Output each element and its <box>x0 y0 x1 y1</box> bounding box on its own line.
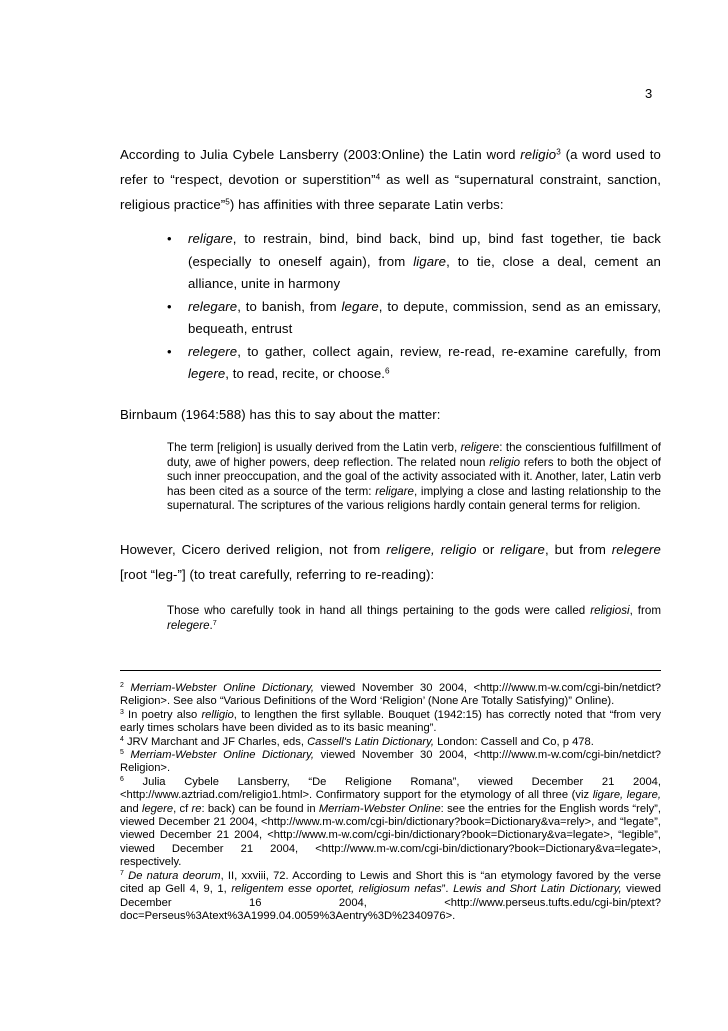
bullet-icon: • <box>167 298 172 314</box>
footnote-ref: 3 <box>556 147 561 157</box>
footnote-number: 7 <box>120 869 124 877</box>
text: : the conscientious fulfillment of duty, awe of higher powers, deep reflection. The related noun <box>167 441 662 469</box>
text: According to Julia Cybele Lansberry (2003:Online) the Latin word <box>120 147 521 162</box>
latin-term: ligare <box>413 253 447 269</box>
list-item <box>120 341 661 386</box>
text: Merriam-Webster Online Dictionary, <box>130 749 315 762</box>
block-quote <box>167 604 661 633</box>
text: religentem esse oportet, religiosum nefas <box>231 883 442 896</box>
footnote <box>120 749 661 776</box>
text: Julia Cybele Lansberry, “De Religione Romana”, viewed December 21 2004, <http://www.aztriad.com/religio1.html>. Confirmatory support for the etymology of all three (viz <box>120 775 661 802</box>
block-quote <box>167 441 661 514</box>
latin-term: legere <box>188 366 226 381</box>
text: (a word used to refer to “respect, devotion or superstition” <box>120 147 661 187</box>
text: [root “leg-”] (to treat carefully, referring to re-reading): <box>120 567 435 582</box>
text: London: Cassell and Co, p 478. <box>434 735 594 748</box>
latin-term: religio <box>489 455 521 469</box>
footnote <box>120 736 661 749</box>
latin-term: religare <box>188 231 233 246</box>
text: or <box>476 542 501 557</box>
list-item <box>120 228 661 296</box>
text: Merriam-Webster Online <box>318 802 441 815</box>
latin-term: legare <box>341 298 379 314</box>
text: , to depute, commission, send as an emissary, bequeath, entrust <box>188 298 661 336</box>
text: . <box>209 618 213 632</box>
text: re <box>191 802 202 815</box>
footnote <box>120 682 661 709</box>
text: viewed December 16 2004, <http://www.perseus.tufts.edu/cgi-bin/ptext?doc=Perseus%3Atext%3A1999.04.0059%3Aentry%3D%2340976>. <box>120 883 661 922</box>
text: : back) can be found in <box>201 802 319 815</box>
text: legere <box>141 802 174 815</box>
page-number: 3 <box>645 86 653 101</box>
footnote-number: 2 <box>120 682 124 690</box>
text: as well as “supernatural constraint, sanction, religious practice” <box>120 172 661 212</box>
text: , to tie, close a deal, cement an alliance, unite in harmony <box>188 253 661 291</box>
text: However, Cicero derived religion, not from <box>120 542 387 557</box>
latin-term: religiosi <box>590 604 630 617</box>
footnote-number: 4 <box>120 735 124 743</box>
footnote-ref: 7 <box>212 617 217 627</box>
text: , to read, recite, or choose. <box>225 366 386 381</box>
footnote <box>120 870 661 924</box>
text: ) has affinities with three separate Latin verbs: <box>229 197 504 212</box>
text: In poetry also <box>123 708 202 721</box>
text: Lewis and Short Latin Dictionary, <box>453 883 622 896</box>
paragraph-birnbaum: Birnbaum (1964:588) has this to say about the matter: <box>120 407 441 422</box>
text: : see the entries for the English words “rely”, viewed December 21 2004, <http://www.m-w.com/cgi-bin/dictionary?book=Dictionary&va=rely>, and “legate”, viewed December 21 2004, <http://www.m-w.com/cgi-bin/dictionary?book=Dictionary&va=legate>, “legible”, viewed December 21 2004, <http://www.m-w.com/cgi-bin/dictionary?book=Dictionary&va=legate>, respectively. <box>120 802 662 869</box>
text: Cassell's Latin Dictionary, <box>307 735 434 748</box>
text: De natura deorum <box>128 869 221 882</box>
footnote-number: 3 <box>120 709 124 716</box>
text: , cf <box>173 802 192 815</box>
text: refers to both the object of such inner preoccupation, and the goal of the activity associated with it. Another, later, Latin verb has been cited as a source of the term: <box>167 455 661 498</box>
text: viewed November 30 2004, <http:///www.m-w.com/cgi-bin/netdict?Religion>. <box>120 749 662 775</box>
footnote-ref: 5 <box>225 197 230 207</box>
text: and <box>120 802 142 815</box>
text: The term [religion] is usually derived from the Latin verb, <box>167 441 461 454</box>
text: Those who carefully took in hand all things pertaining to the gods were called <box>167 604 591 617</box>
footnote <box>120 776 661 870</box>
paragraph-intro <box>120 142 661 217</box>
text: , to banish, from <box>237 298 342 314</box>
footnote-ref: 6 <box>385 366 390 376</box>
latin-term: relegere <box>167 618 210 632</box>
footnote-ref: 4 <box>375 172 381 182</box>
text: ”. <box>441 883 454 896</box>
footnote-number: 5 <box>120 749 124 757</box>
text: ligare, legare, <box>592 789 661 802</box>
latin-term: relegere <box>611 542 661 557</box>
latin-term: relegare <box>188 298 238 314</box>
text: , implying a close and lasting relationship to the supernatural. The scriptures of the various religions hardly contain general terms for religion. <box>167 484 661 513</box>
text: , but from <box>544 542 612 557</box>
text: , to gather, collect again, review, re-read, re-examine carefully, from <box>237 343 661 359</box>
bullet-icon: • <box>167 343 172 359</box>
latin-term: religio <box>520 147 557 162</box>
bullet-icon: • <box>167 231 172 246</box>
footnote-separator <box>120 670 661 671</box>
footnote <box>120 709 661 736</box>
footnote-number: 6 <box>120 776 124 784</box>
list-item <box>120 296 661 341</box>
text: , II, xxviii, 72. According to Lewis and Short this is “an etymology favored by the verse cited ap Gell 4, 9, 1, <box>120 869 661 896</box>
footnotes <box>120 682 661 923</box>
text: , to restrain, bind, bind back, bind up, bind fast together, tie back (especially to oneself again), from <box>188 231 661 269</box>
paragraph-cicero <box>120 537 661 587</box>
latin-term: religere <box>460 441 500 454</box>
text: , from <box>629 604 661 617</box>
text: viewed November 30 2004, <http:///www.m-w.com/cgi-bin/netdict?Religion>. See also “Various Definitions of the Word ‘Religion’ (None Are Totally Satisfying)” Online). <box>120 682 662 708</box>
bullet-list <box>120 228 661 386</box>
text: JRV Marchant and JF Charles, eds, <box>123 735 308 748</box>
latin-term: relegere <box>188 343 238 359</box>
text: Merriam-Webster Online Dictionary, <box>130 682 315 694</box>
text: , to lengthen the first syllable. Bouquet (1942:15) has correctly noted that “from very early times scholars have been divided as to its basic meaning”. <box>120 708 661 735</box>
latin-term: religare <box>375 484 414 498</box>
latin-term: religare <box>500 542 545 557</box>
latin-term: religere, religio <box>386 542 477 557</box>
text: relligio <box>201 708 234 721</box>
